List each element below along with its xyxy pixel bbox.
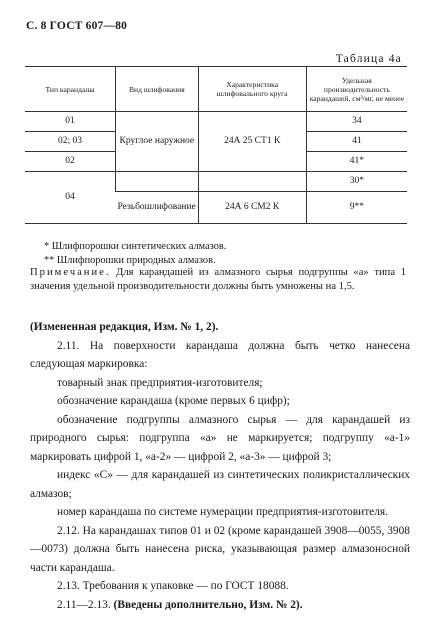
productivity-cell: 30* — [306, 172, 407, 192]
amendment-note: (Введены дополнительно, Изм. № 2). — [113, 598, 303, 611]
grinding-cell: Круглое наружное — [116, 112, 199, 172]
column-header-grinding: Вид шлифования — [116, 67, 199, 112]
productivity-cell: 41* — [306, 152, 407, 172]
type-cell: 02 — [25, 152, 116, 172]
note-text: Для карандашей из алмазного сырья подгруппы «а» типа 1 значения удельной производительности должны быть умножены на 1,5. — [30, 267, 406, 292]
paragraph-range: 2.11—2.13. — [57, 598, 111, 611]
paragraph: обозначение подгруппы алмазного сырья — для карандашей из природного сырья: подгруппа «а» не маркируется; подгруппу «а-1» маркировать цифрой 1, «а-2» — цифрой 2, «а-3» — цифрой 3; — [30, 413, 410, 463]
paragraph: 2.12. На карандашах типов 01 и 02 (кроме карандашей 3908—0055, 3908—0073) должна быть нанесена риска, указывающая размер алмазоносной части карандаша. — [30, 524, 410, 574]
body-text — [30, 318, 410, 614]
type-cell: 01 — [25, 112, 116, 132]
note-lead: Примечание. — [30, 267, 111, 278]
table-note — [30, 266, 406, 293]
table-header-row — [25, 67, 407, 112]
column-header-productivity: Удельная производительность карандашей, см³/мг, не менее — [306, 67, 407, 112]
grinding-cell: Резьбошлифование — [116, 192, 199, 224]
paragraph: товарный знак предприятия-изготовителя; — [57, 376, 263, 389]
paragraph: 2.11. На поверхности карандаша должна быть четко нанесена следующая маркировка: — [30, 339, 410, 370]
productivity-table — [25, 66, 407, 224]
productivity-cell: 34 — [306, 112, 407, 132]
column-header-wheel: Характеристика шлифовального круга — [198, 67, 306, 112]
type-cell: 04 — [25, 172, 116, 224]
wheel-cell: 24А 6 СМ2 К — [198, 192, 306, 224]
footnote: * Шлифпорошки синтетических алмазов. — [44, 241, 227, 252]
type-cell: 02; 03 — [25, 132, 116, 152]
table-footnotes — [44, 240, 226, 267]
paragraph: индекс «С» — для карандашей из синтетических поликристаллических алмазов; — [30, 469, 410, 500]
paragraph — [30, 596, 410, 615]
table-row — [25, 112, 407, 132]
amendment-note: (Измененная редакция, Изм. № 1, 2). — [30, 321, 219, 333]
footnote: ** Шлифпорошки природных алмазов. — [44, 254, 216, 266]
paragraph: 2.13. Требования к упаковке — по ГОСТ 18088. — [57, 580, 289, 592]
table-row — [25, 172, 407, 192]
productivity-cell: 41 — [306, 132, 407, 152]
productivity-cell: 9** — [306, 192, 407, 224]
table-caption: Таблица 4а — [335, 53, 402, 65]
page-header: С. 8 ГОСТ 607—80 — [26, 20, 128, 32]
column-header-type: Тип карандаша — [25, 67, 116, 112]
paragraph: номер карандаша по системе нумерации предприятия-изготовителя. — [57, 506, 389, 518]
paragraph: обозначение карандаша (кроме первых 6 цифр); — [57, 395, 290, 407]
wheel-cell: 24А 25 СТ1 К — [198, 112, 306, 172]
